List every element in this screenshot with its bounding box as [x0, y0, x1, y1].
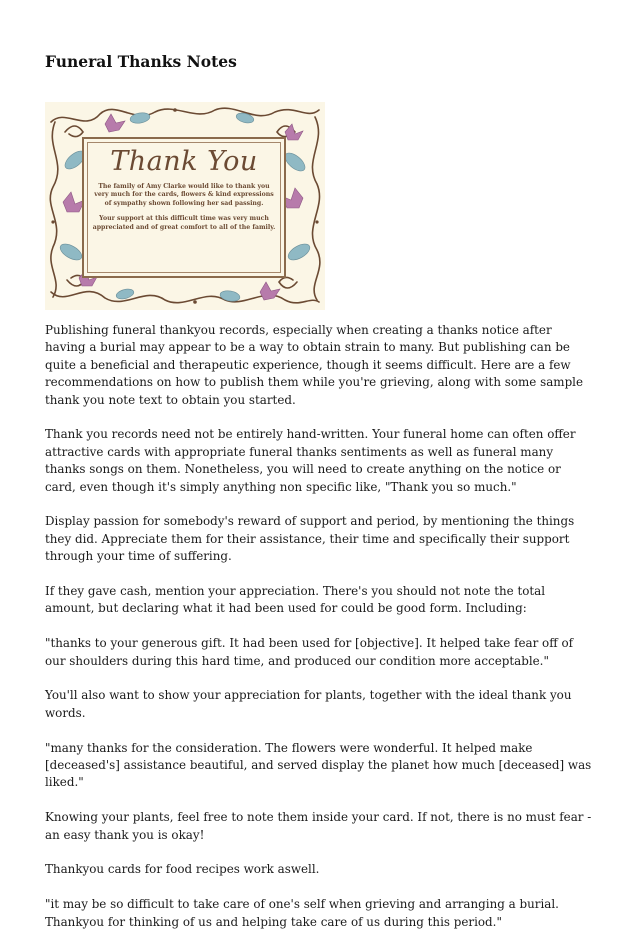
page-title: Funeral Thanks Notes	[45, 52, 237, 71]
paragraph: "thanks to your generous gift. It had been used for [objective]. It helped take fear off of our shoulders during this hard time, and produced our condition more acceptable."	[45, 636, 574, 668]
card-message: The family of Amy Clarke would like to thank you very much for the cards, flowers & kind expressions of sympathy shown following her sad passing.	[94, 183, 274, 207]
card-message-frame	[82, 137, 286, 278]
paragraph: "many thanks for the consideration. The flowers were wonderful. It helped make [deceased's] assistance beautiful, and served display the planet how much [deceased] was liked."	[45, 740, 592, 790]
card-heading: Thank You	[110, 146, 258, 177]
paragraph: Thank you records need not be entirely hand-written. Your funeral home can often offer attractive cards with appropriate funeral thanks sentiments as well as funeral many thanks songs on them. Nonetheless, you will need to create anything on the notice or card, even though it's simply anything non specific like, "Thank you so much."	[45, 427, 576, 494]
thank-you-card-image	[45, 102, 325, 310]
paragraph: If they gave cash, mention your appreciation. There's you should not note the total amount, but declaring what it had been used for could be good form. Including:	[45, 584, 546, 616]
card-message-secondary: Your support at this difficult time was very much appreciated and of great comfort to all of the family.	[92, 215, 276, 231]
paragraph: Thankyou cards for food recipes work aswell.	[45, 862, 320, 877]
article-body	[45, 322, 593, 948]
paragraph: You'll also want to show your appreciation for plants, together with the ideal thank you words.	[45, 688, 572, 720]
paragraph: Knowing your plants, feel free to note them inside your card. If not, there is no must fear - an easy thank you is okay!	[45, 810, 592, 842]
paragraph: "it may be so difficult to take care of one's self when grieving and arranging a burial. Thankyou for thinking of us and helping take care of us during this period."	[45, 897, 559, 929]
paragraph: Display passion for somebody's reward of support and period, by mentioning the things they did. Appreciate them for their assistance, their time and specifically their support through your time of suffering.	[45, 514, 575, 564]
paragraph: Publishing funeral thankyou records, especially when creating a thanks notice after having a burial may appear to be a way to obtain strain to many. But publishing can be quite a beneficial and therapeutic experience, though it seems difficult. Here are a few recommendations on how to publish them while you're grieving, along with some sample thank you note text to obtain you started.	[45, 323, 584, 407]
